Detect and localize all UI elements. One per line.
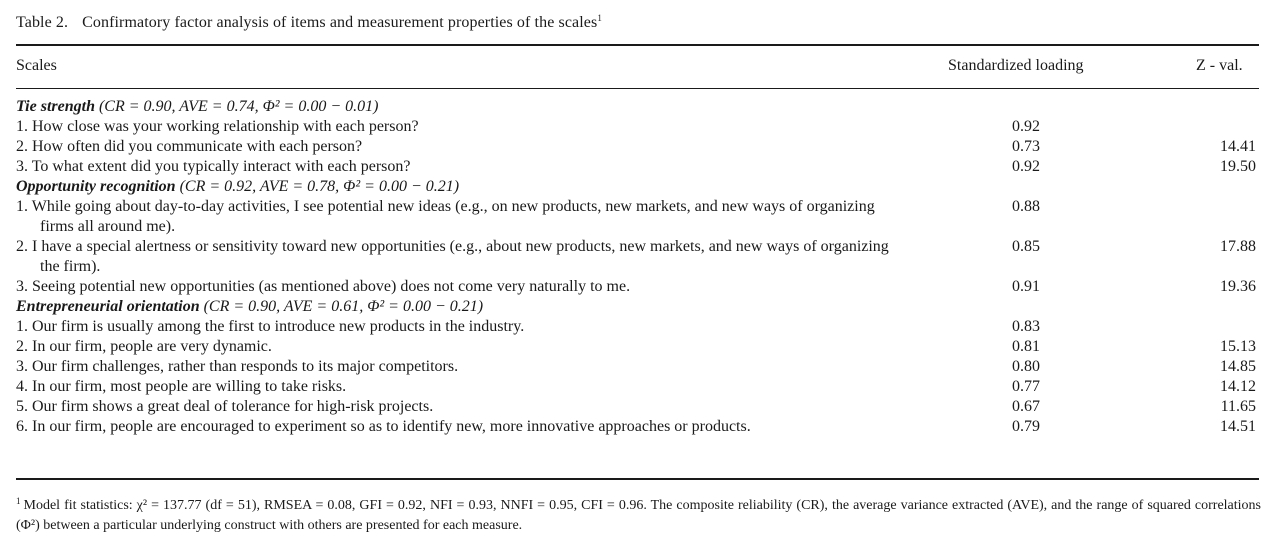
item-loading: 0.81 — [1012, 338, 1040, 355]
table-number: Table 2. — [16, 14, 69, 31]
section-heading — [16, 297, 1259, 317]
top-rule — [16, 44, 1259, 46]
footnote-text: Model fit statistics: χ² = 137.77 (df = 51), RMSEA = 0.08, GFI = 0.92, NFI = 0.93, NNFI = 0.95, CFI = 0.96. The composite reliability (CR), the average variance extracted (AVE), and the range of squared correlations (Φ²) between a particular underlying construct with others are presented for each measure. — [16, 498, 1261, 533]
item-loading: 0.85 — [1012, 238, 1040, 255]
item-z-value: 19.50 — [1220, 158, 1256, 175]
header-standardized-loading: Standardized loading — [948, 57, 1084, 74]
table-caption — [16, 13, 602, 32]
footnote-marker: 1 — [16, 496, 21, 506]
table-row — [16, 157, 1259, 177]
section-heading — [16, 177, 1259, 197]
section-stats: (CR = 0.90, AVE = 0.61, Φ² = 0.00 − 0.21) — [203, 298, 484, 315]
item-text: 3. To what extent did you typically interact with each person? — [16, 158, 411, 175]
item-z-value: 14.51 — [1220, 418, 1256, 435]
item-loading: 0.92 — [1012, 118, 1040, 135]
bottom-rule — [16, 478, 1259, 480]
item-z-value: 11.65 — [1220, 398, 1256, 415]
table-body — [16, 97, 1259, 437]
table-row — [16, 417, 1259, 437]
item-text: 3. Our firm challenges, rather than responds to its major competitors. — [16, 358, 459, 375]
section-name: Entrepreneurial orientation — [16, 298, 200, 315]
item-z-value: 14.85 — [1220, 358, 1256, 375]
table-row — [16, 197, 1259, 237]
item-loading: 0.91 — [1012, 278, 1040, 295]
section-name: Opportunity recognition — [16, 178, 176, 195]
table-row — [16, 117, 1259, 137]
item-text: 3. Seeing potential new opportunities (as mentioned above) does not come very naturally to me. — [16, 278, 631, 295]
section-stats: (CR = 0.92, AVE = 0.78, Φ² = 0.00 − 0.21) — [179, 178, 460, 195]
section-stats: (CR = 0.90, AVE = 0.74, Φ² = 0.00 − 0.01) — [98, 98, 379, 115]
item-loading: 0.79 — [1012, 418, 1040, 435]
section-heading — [16, 97, 1259, 117]
item-z-value: 15.13 — [1220, 338, 1256, 355]
header-rule — [16, 88, 1259, 89]
table-row — [16, 317, 1259, 337]
item-loading: 0.73 — [1012, 138, 1040, 155]
item-loading: 0.88 — [1012, 198, 1040, 215]
caption-footnote-marker: 1 — [597, 13, 602, 23]
item-loading: 0.67 — [1012, 398, 1040, 415]
table-row — [16, 337, 1259, 357]
item-text: 5. Our firm shows a great deal of tolerance for high-risk projects. — [16, 398, 434, 415]
table-row — [16, 237, 1259, 277]
item-loading: 0.77 — [1012, 378, 1040, 395]
item-z-value: 19.36 — [1220, 278, 1256, 295]
header-scales: Scales — [16, 57, 57, 74]
item-text: 4. In our firm, most people are willing to take risks. — [16, 378, 347, 395]
table-row — [16, 137, 1259, 157]
header-z-value: Z - val. — [1196, 57, 1243, 74]
item-loading: 0.83 — [1012, 318, 1040, 335]
item-text: 1. While going about day-to-day activities, I see potential new ideas (e.g., on new products, new markets, and new ways of organizing firms all around me). — [16, 198, 875, 235]
item-z-value: 14.12 — [1220, 378, 1256, 395]
item-z-value: 17.88 — [1220, 238, 1256, 255]
section-name: Tie strength — [16, 98, 95, 115]
item-text: 6. In our firm, people are encouraged to experiment so as to identify new, more innovative approaches or products. — [16, 418, 751, 435]
item-text: 1. Our firm is usually among the first to introduce new products in the industry. — [16, 318, 525, 335]
item-text: 2. How often did you communicate with each person? — [16, 138, 363, 155]
item-loading: 0.80 — [1012, 358, 1040, 375]
table-row — [16, 277, 1259, 297]
item-z-value: 14.41 — [1220, 138, 1256, 155]
table-row — [16, 397, 1259, 417]
item-loading: 0.92 — [1012, 158, 1040, 175]
item-text: 1. How close was your working relationship with each person? — [16, 118, 419, 135]
table-row — [16, 377, 1259, 397]
table-footnote — [16, 491, 1261, 536]
table-title: Confirmatory factor analysis of items and measurement properties of the scales — [82, 14, 598, 31]
table-row — [16, 357, 1259, 377]
item-text: 2. I have a special alertness or sensitivity toward new opportunities (e.g., about new products, new markets, and new ways of organizing the firm). — [16, 238, 889, 275]
item-text: 2. In our firm, people are very dynamic. — [16, 338, 272, 355]
